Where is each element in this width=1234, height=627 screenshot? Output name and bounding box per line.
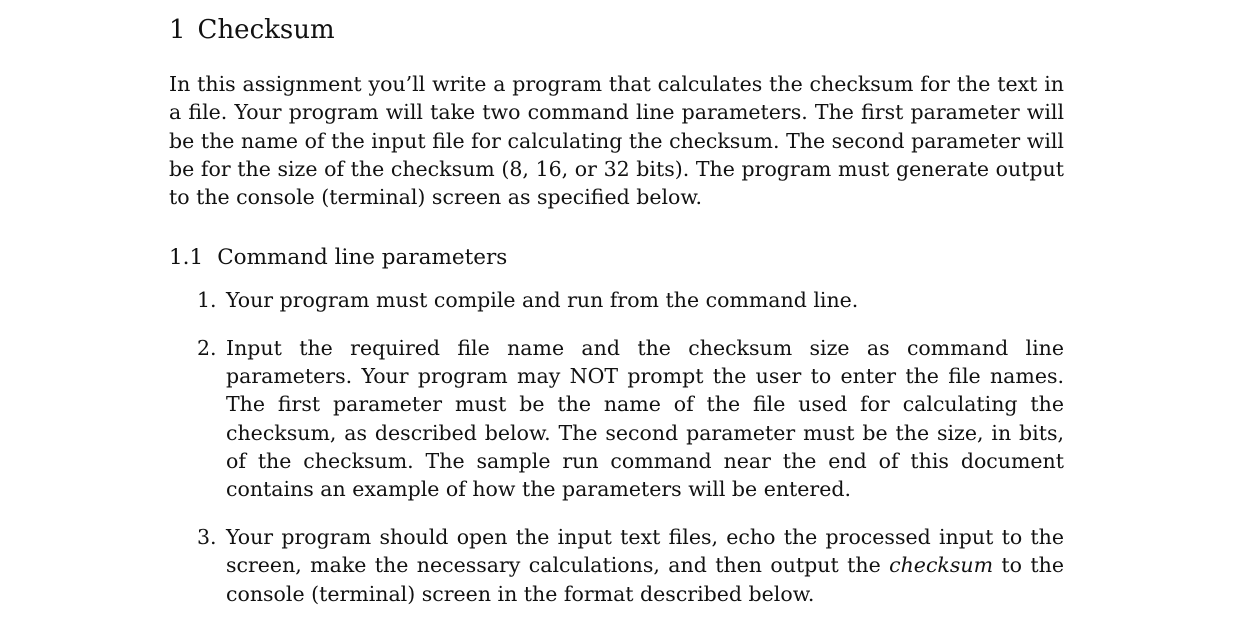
subsection-heading: [169, 242, 507, 274]
subsection-title: Command line parameters: [217, 245, 508, 270]
list-item-number: 3.: [197, 525, 217, 550]
intro-paragraph: In this assignment you’ll write a program that calculates the checksum for the text in a file. Your program will take two command line parameters. The first parameter will be the name of the input file for calculating the checksum. The second parameter will be for the size of the checksum (8, 16, or 32 bits). The program must generate output to the console (terminal) screen as specified below.: [169, 72, 1064, 210]
requirements-list: [197, 286, 1064, 627]
emphasized-term: checksum: [889, 553, 994, 578]
list-item-number: 2.: [197, 335, 217, 360]
list-item-text: Your program should open the input text files, echo the processed input to the screen, make the necessary calculations, and then output the: [226, 525, 1064, 578]
section-number: 1: [169, 15, 186, 45]
list-item: [197, 286, 1064, 314]
list-item-text: Input the required file name and the checksum size as command line parameters. Your program may NOT prompt the user to enter the file names. The first parameter must be the name of the file used for calculating the checksum, as described below. The second parameter must be the size, in bits, of the checksum. The sample run command near the end of this document contains an example of how the parameters will be entered.: [226, 335, 1064, 502]
list-item: [197, 523, 1064, 608]
list-item-text-continued: to the console (terminal) screen in the format described below.: [226, 553, 1064, 606]
subsection-number: 1.1: [169, 245, 204, 270]
list-item-number: 1.: [197, 288, 217, 312]
list-item: [197, 334, 1064, 504]
section-heading: [169, 12, 335, 48]
section-title: Checksum: [197, 15, 335, 45]
list-item-text: Your program must compile and run from the command line.: [226, 288, 859, 312]
